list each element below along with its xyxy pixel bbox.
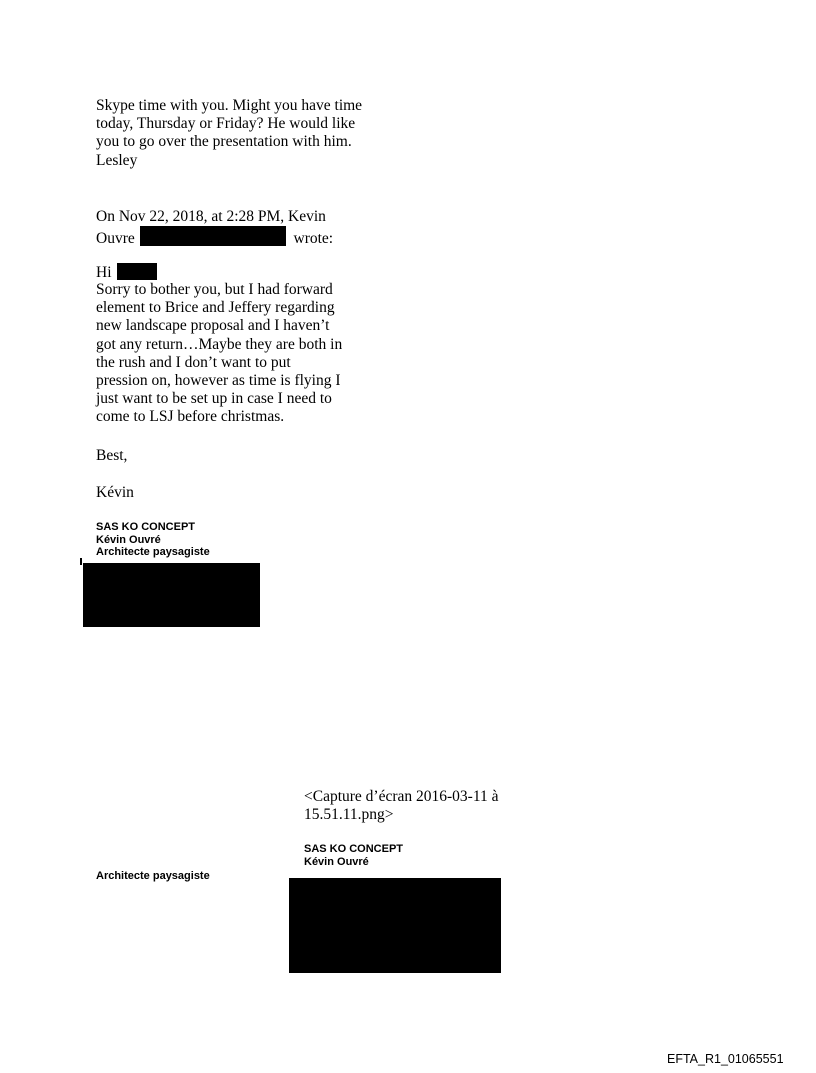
- redacted-signature-image-2: [289, 878, 501, 973]
- closing: Best,: [96, 447, 128, 464]
- opening-line: today, Thursday or Friday? He would like: [96, 115, 356, 133]
- body-line: the rush and I don’t want to put: [96, 353, 291, 371]
- greeting-text: Hi: [96, 264, 112, 281]
- body-line: element to Brice and Jeffery regarding: [96, 299, 335, 317]
- signature-company: SAS KO CONCEPT: [96, 521, 196, 533]
- quote-header: [96, 208, 333, 248]
- attachment-line: 15.51.11.png>: [304, 806, 394, 824]
- quote-header-line: On Nov 22, 2018, at 2:28 PM, Kevin: [96, 208, 326, 225]
- opening-line: you to go over the presentation with him.: [96, 133, 352, 151]
- signature-title: Architecte paysagiste: [96, 870, 210, 882]
- signature-block: [96, 521, 210, 559]
- greeting-line: [96, 263, 157, 282]
- signature-title: Architecte paysagiste: [96, 546, 210, 558]
- redacted-email-block: [140, 226, 286, 246]
- body-line: got any return…Maybe they are both in: [96, 335, 343, 353]
- sender-signoff-lesley: Lesley: [96, 151, 138, 169]
- attachment-line: <Capture d’écran 2016-03-11 à: [304, 788, 499, 805]
- body-line: come to LSJ before christmas.: [96, 408, 285, 426]
- quote-header-line-2: [96, 226, 333, 248]
- signature-block-2: [304, 843, 403, 868]
- quote-header-wrote: wrote:: [293, 230, 334, 248]
- body-line: pression on, however as time is flying I: [96, 372, 341, 390]
- opening-paragraph: [96, 97, 362, 170]
- document-id: EFTA_R1_01065551: [667, 1052, 784, 1066]
- signature-name: Kévin Ouvré: [96, 533, 161, 546]
- redacted-name-block: [117, 263, 157, 280]
- redaction-edge-mark: [80, 558, 82, 565]
- body-line: just want to be set up in case I need to: [96, 390, 332, 408]
- quote-header-name: Ouvre: [96, 230, 135, 248]
- signature-company: SAS KO CONCEPT: [304, 843, 404, 855]
- signature-name: Kévin Ouvré: [304, 855, 369, 868]
- redacted-signature-image: [83, 563, 260, 627]
- opening-line: Skype time with you. Might you have time: [96, 97, 363, 114]
- sender-first-name: Kévin: [96, 484, 134, 501]
- body-line: new landscape proposal and I haven’t: [96, 317, 330, 335]
- email-body: [96, 281, 342, 427]
- attachment-reference: [304, 788, 499, 824]
- body-line: Sorry to bother you, but I had forward: [96, 281, 333, 298]
